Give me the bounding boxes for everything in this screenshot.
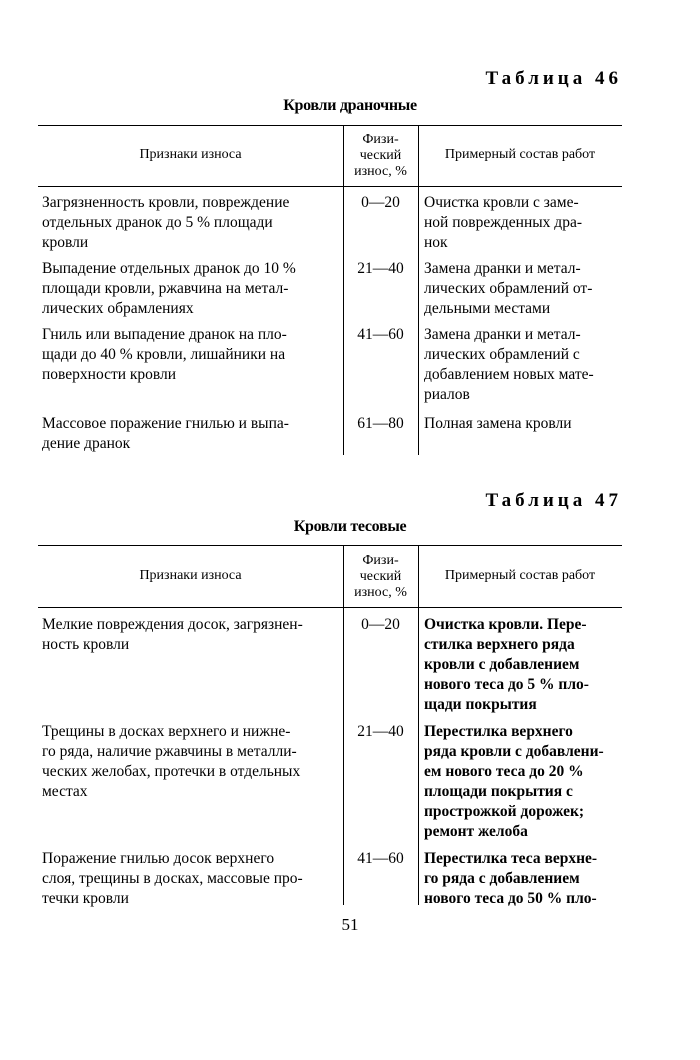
page-number: 51 — [341, 915, 359, 934]
table-46-title: Кровли драночные — [283, 97, 417, 114]
table-46-row-2-signs: Выпадение отдельных дранок до 10 % площади кровли, ржавчина на метал- лических обрамлениях — [42, 260, 296, 317]
table-47-row-3-signs: Поражение гнилью досок верхнего слоя, трещины в досках, массовые про- течки кровли — [42, 850, 303, 907]
table-47-title: Кровли тесовые — [293, 518, 407, 535]
table-46-row-4-works: Полная замена кровли — [424, 415, 572, 432]
table-46-header-signs: Признаки износа — [139, 147, 242, 162]
table-46-col-divider-2 — [418, 125, 419, 455]
table-47-row-3-works: Перестилка теса верхне- го ряда с добавлением нового теса до 50 % пло- — [424, 850, 598, 907]
table-47-row-2-works: Перестилка верхнего ряда кровли с добавлени- ем нового теса до 20 % площади покрытия с прострожкой дорожек; ремонт желоба — [424, 723, 604, 840]
table-46-row-3-signs: Гниль или выпадение дранок на пло- щади до 40 % кровли, лишайники на поверхности кровли — [42, 326, 287, 383]
table-47-row-1-signs: Мелкие повреждения досок, загрязнен- ность кровли — [42, 616, 303, 653]
table-46-header-wear: Физи- ческий износ, % — [354, 132, 407, 179]
table-47-row-1-works: Очистка кровли. Пере- стилка верхнего ряда кровли с добавлением нового теса до 5 % пло- щади покрытия — [424, 616, 589, 713]
table-46-row-1-wear: 0—20 — [361, 194, 400, 211]
table-47-top-rule — [38, 545, 622, 546]
table-46-row-1-works: Очистка кровли с заме- ной поврежденных дра- нок — [424, 194, 582, 251]
table-47-row-2-signs: Трещины в досках верхнего и нижне- го ряда, наличие ржавчины в металли- ческих желобах, протечки в отдельных местах — [42, 723, 301, 800]
table-46-row-4-wear: 61—80 — [357, 415, 404, 432]
table-47-row-2-wear: 21—40 — [357, 723, 404, 740]
table-46-header-rule — [38, 186, 622, 187]
table-46-row-4-signs: Массовое поражение гнилью и выпа- дение дранок — [42, 415, 289, 452]
table-47-row-1-wear: 0—20 — [361, 616, 400, 633]
table-46-header-works: Примерный состав работ — [444, 147, 596, 162]
table-47-label: Таблица 47 — [485, 490, 622, 511]
table-46-row-2-works: Замена дранки и метал- лических обрамлений от- дельными местами — [424, 260, 593, 317]
table-46-row-2-wear: 21—40 — [357, 260, 404, 277]
table-47-header-works: Примерный состав работ — [444, 568, 596, 583]
table-47-header-wear: Физи- ческий износ, % — [354, 553, 407, 600]
table-46-row-1-signs: Загрязненность кровли, повреждение отдельных дранок до 5 % площади кровли — [42, 194, 290, 251]
table-46-row-3-wear: 41—60 — [357, 326, 404, 343]
table-47-header-signs: Признаки износа — [139, 568, 242, 583]
table-47-col-divider-2 — [418, 545, 419, 905]
table-47-row-3-wear: 41—60 — [357, 850, 404, 867]
table-46-label: Таблица 46 — [485, 68, 622, 89]
table-46-row-3-works: Замена дранки и метал- лических обрамлений с добавлением новых мате- риалов — [424, 326, 594, 403]
table-46-top-rule — [38, 125, 622, 126]
table-47-header-rule — [38, 607, 622, 608]
